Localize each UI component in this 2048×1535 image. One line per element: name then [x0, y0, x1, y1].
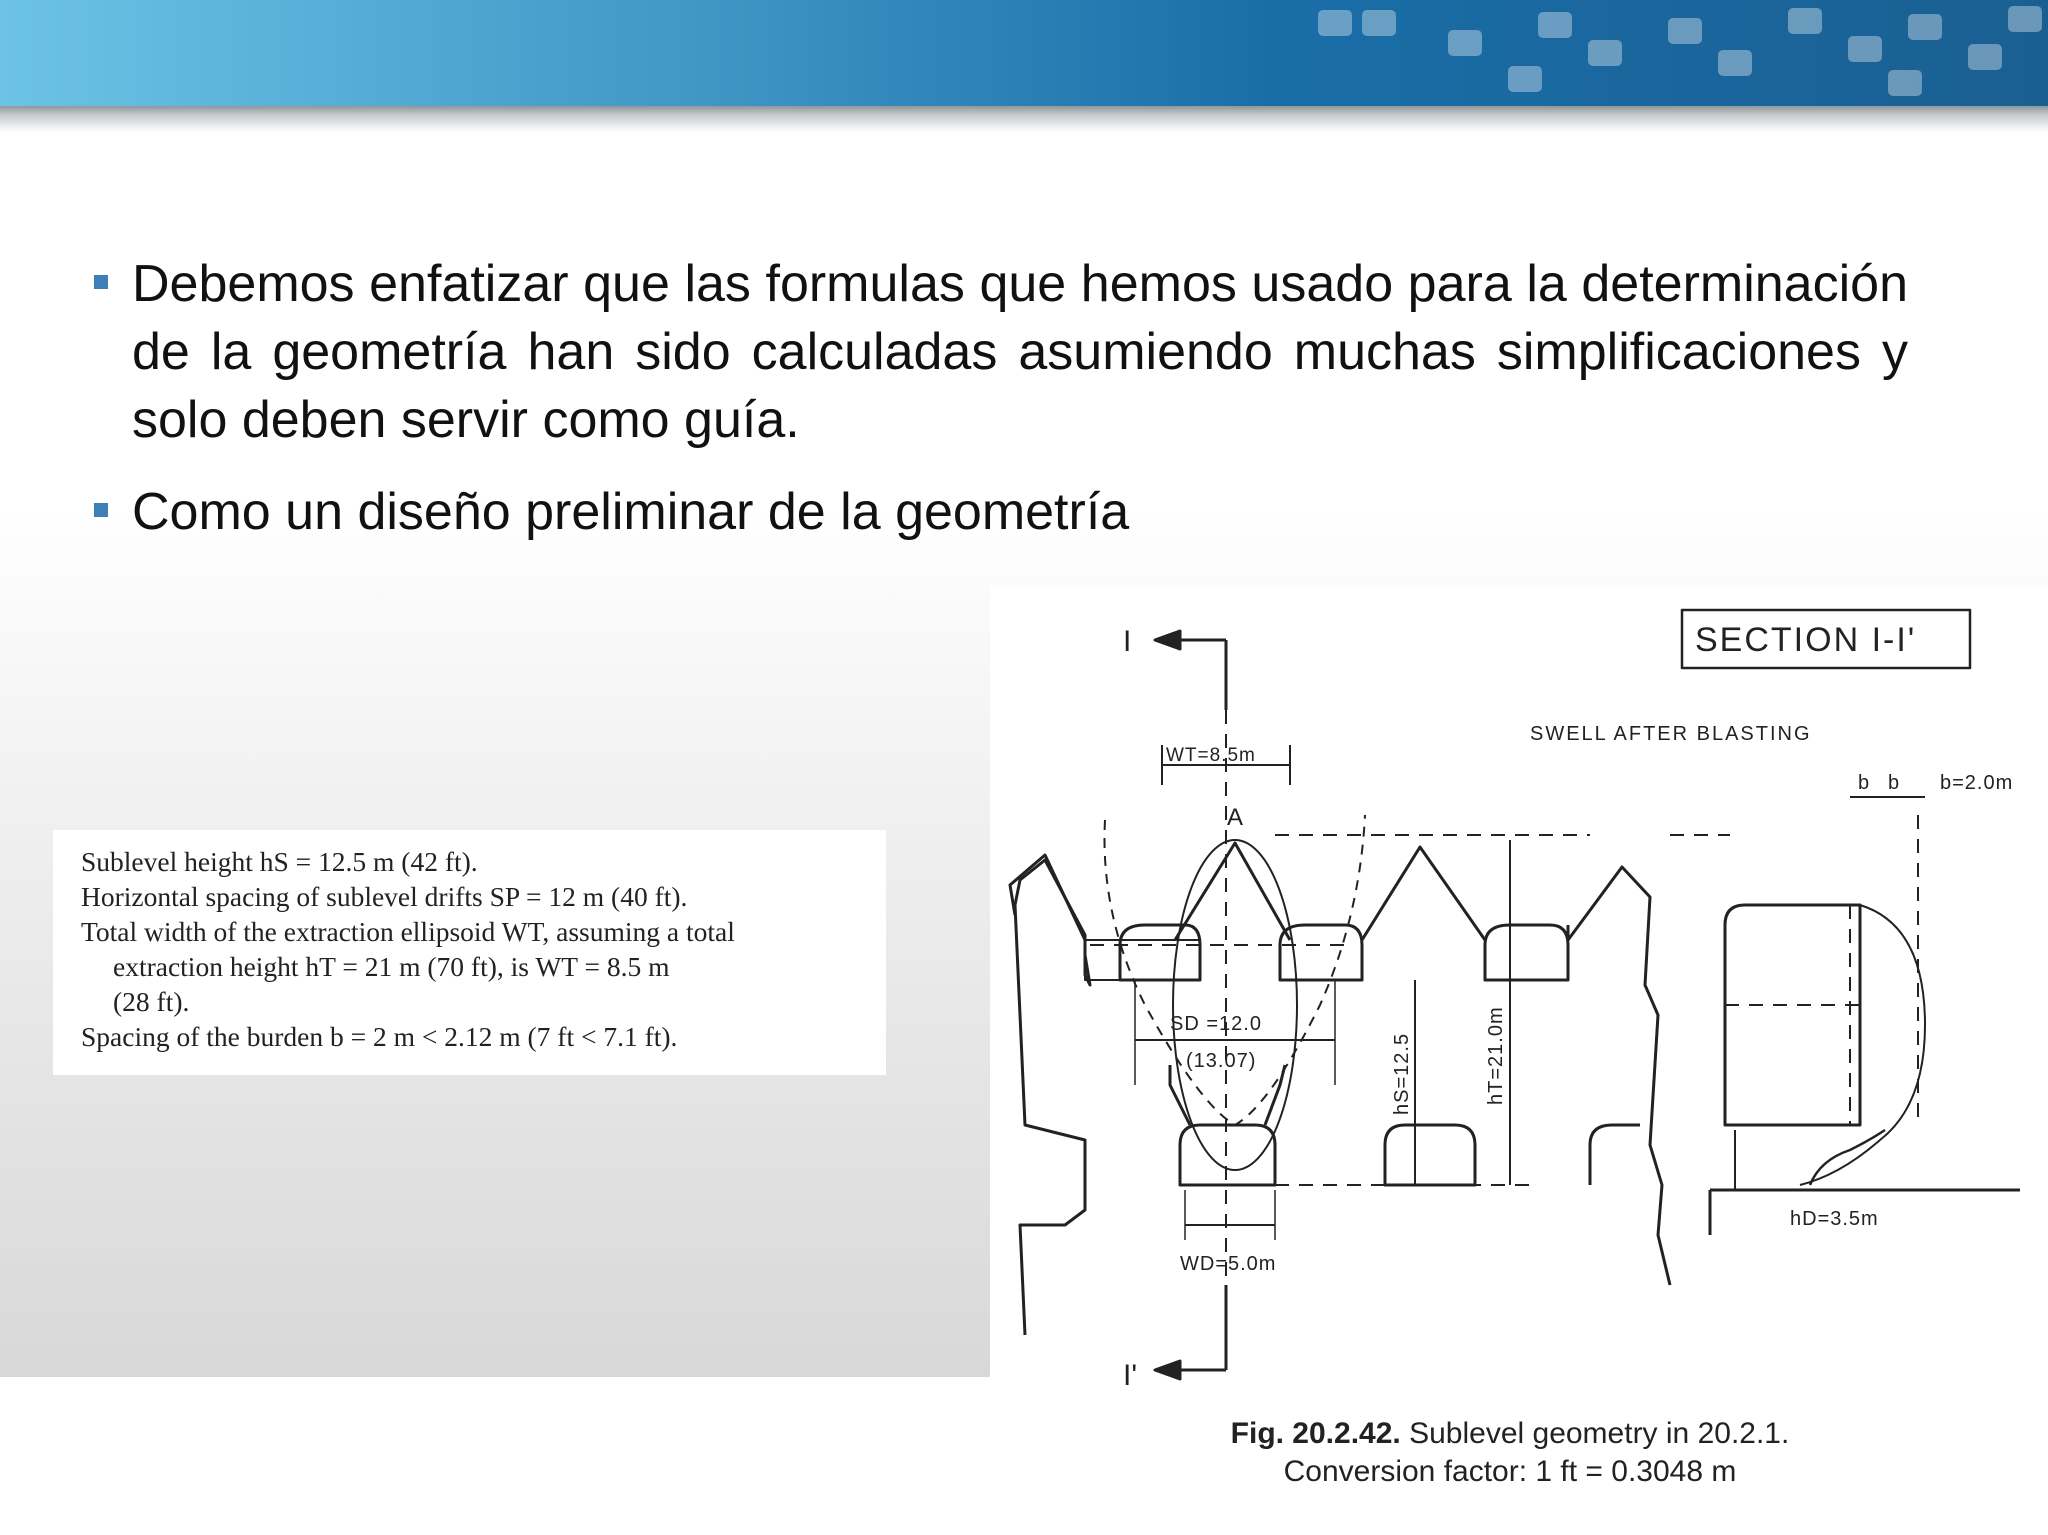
- caption-title: Sublevel geometry in 20.2.1.: [1409, 1417, 1790, 1450]
- swell-label: SWELL AFTER BLASTING: [1530, 723, 1812, 745]
- caption-conversion: Conversion factor: 1 ft = 0.3048 m: [1283, 1455, 1737, 1488]
- textbox-line: (28 ft).: [113, 986, 190, 1017]
- b-label-1: b: [1858, 772, 1870, 794]
- upper-drift-2: [1120, 925, 1200, 980]
- bullet-list: [92, 250, 1908, 570]
- textbox-line: extraction height hT = 21 m (70 ft), is WT = 8.5 m: [113, 951, 670, 982]
- sublevel-geometry-figure: [990, 585, 2048, 1535]
- bullet-item: [92, 250, 1908, 454]
- section-label: SECTION I-I': [1695, 621, 1917, 659]
- upper-drift-3: [1280, 925, 1362, 980]
- b-value-label: b=2.0m: [1940, 772, 2014, 794]
- extraction-ellipsoid: [1173, 840, 1297, 1170]
- figure-caption: [1160, 1415, 1860, 1491]
- bullet-square-icon: [94, 503, 108, 517]
- caption-figure-number: Fig. 20.2.42.: [1230, 1417, 1401, 1450]
- lower-drift-2: [1385, 1125, 1475, 1185]
- bullet-text: Como un diseño preliminar de la geometría: [132, 483, 1130, 541]
- sublevel-diagram: [990, 585, 2048, 1415]
- central-peak-3: [1568, 867, 1670, 1285]
- ht-label: hT=21.0m: [1485, 1006, 1507, 1105]
- broken-ore-pile: [1810, 1130, 1885, 1185]
- bullet-square-icon: [94, 275, 108, 289]
- textbox-line: Sublevel height hS = 12.5 m (42 ft).: [81, 846, 478, 877]
- upper-drift-4: [1485, 925, 1568, 980]
- lower-drift-3: [1590, 1125, 1640, 1185]
- sd-ft-label: (13.07): [1186, 1050, 1257, 1072]
- swell-block: [1725, 905, 1860, 1125]
- textbox-line: Horizontal spacing of sublevel drifts SP = 12 m (40 ft).: [81, 881, 688, 912]
- bullet-item: [92, 478, 1872, 546]
- b-label-2: b: [1888, 772, 1900, 794]
- header-shadow: [0, 106, 2048, 132]
- wt-label: WT=8.5m: [1166, 745, 1256, 766]
- section-arrowhead-top: [1155, 631, 1180, 649]
- central-peak-2: [1362, 847, 1485, 940]
- textbox-line: Total width of the extraction ellipsoid WT, assuming a total: [81, 916, 735, 947]
- wd-label: WD=5.0m: [1180, 1253, 1277, 1275]
- parameters-textbox: [53, 830, 886, 1075]
- apex-label: A: [1226, 804, 1244, 831]
- section-top-label: I: [1123, 625, 1132, 658]
- bullet-text: Debemos enfatizar que las formulas que hemos usado para la determinación de la geometría han sido calculadas asumiendo muchas simplificaciones y solo deben servir como guía.: [132, 255, 1908, 449]
- section-arrowhead-bottom: [1155, 1361, 1180, 1379]
- left-pillar-outline: [1015, 860, 1090, 1335]
- header-tile-pattern: [1288, 0, 2048, 106]
- hd-label: hD=3.5m: [1790, 1208, 1879, 1230]
- limit-ellipsoid: [1105, 815, 1366, 1125]
- section-bottom-label: I': [1123, 1359, 1138, 1392]
- hs-label: hS=12.5: [1391, 1032, 1413, 1115]
- textbox-line: Spacing of the burden b = 2 m < 2.12 m (7 ft < 7.1 ft).: [81, 1021, 678, 1052]
- sd-label: SD =12.0: [1170, 1013, 1262, 1035]
- header-band: [0, 0, 2048, 106]
